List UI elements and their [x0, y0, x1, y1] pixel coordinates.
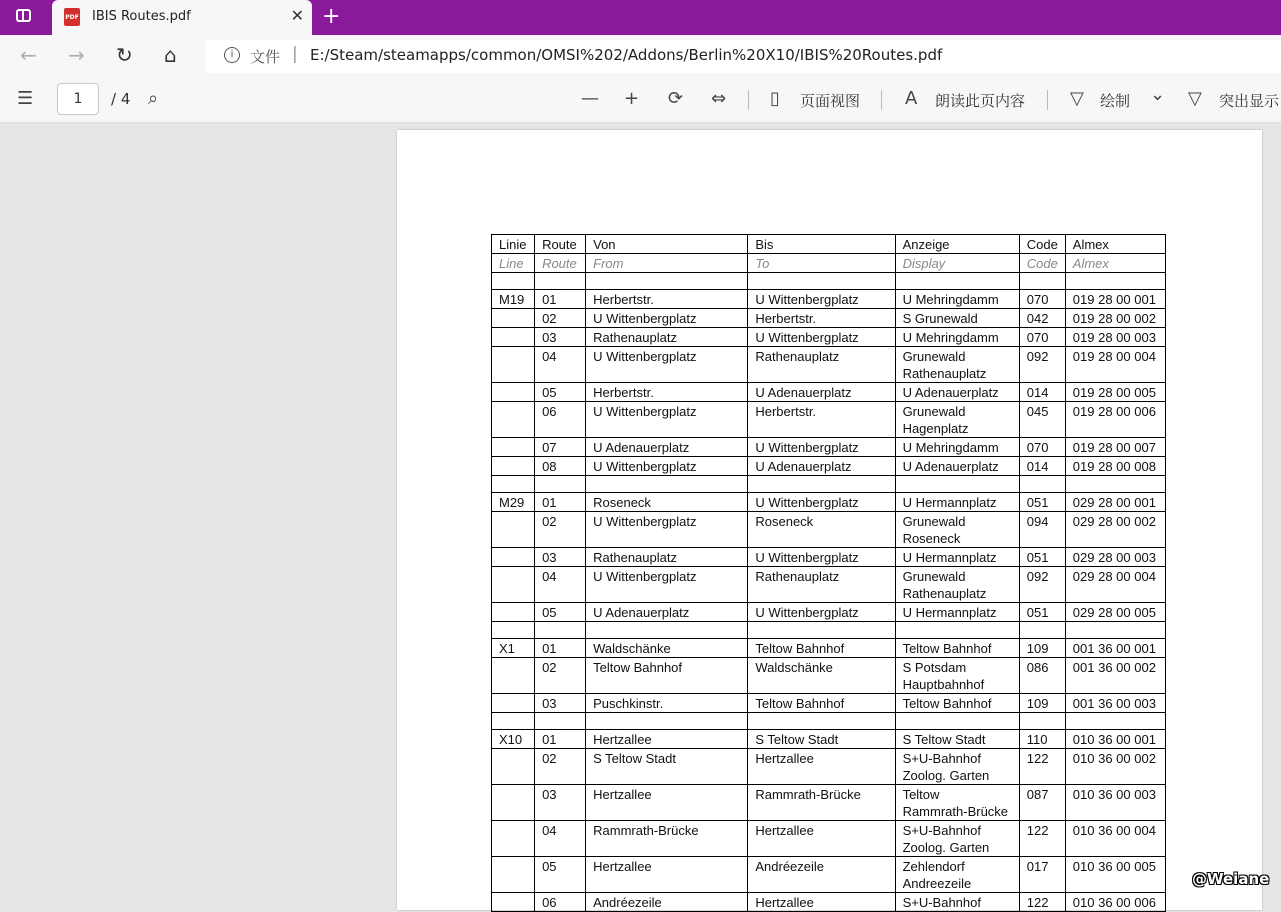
- table-cell: 010 36 00 002: [1065, 749, 1165, 785]
- table-cell: [1065, 476, 1165, 493]
- table-cell: Herbertstr.: [748, 402, 895, 438]
- table-cell: 051: [1019, 548, 1065, 567]
- table-cell: Herbertstr.: [748, 309, 895, 328]
- table-cell: S Teltow Stadt: [748, 730, 895, 749]
- table-cell: [492, 512, 535, 548]
- table-cell: [1065, 713, 1165, 730]
- subheader-cell: Almex: [1065, 254, 1165, 273]
- table-cell: 04: [535, 821, 586, 857]
- header-cell: Bis: [748, 235, 895, 254]
- table-header-row: [492, 235, 1166, 254]
- table-cell: 019 28 00 005: [1065, 383, 1165, 402]
- page-total: / 4: [111, 90, 131, 108]
- table-cell: 01: [535, 493, 586, 512]
- table-cell: 06: [535, 893, 586, 912]
- table-cell: 04: [535, 567, 586, 603]
- table-cell: Rathenauplatz: [748, 347, 895, 383]
- table-cell: [492, 821, 535, 857]
- table-cell: Rammrath-Brücke: [748, 785, 895, 821]
- table-cell: [492, 476, 535, 493]
- table-cell: [748, 476, 895, 493]
- table-cell: U Adenauerplatz: [748, 383, 895, 402]
- table-cell: S Teltow Stadt: [895, 730, 1019, 749]
- table-cell: X10: [492, 730, 535, 749]
- table-cell: [492, 457, 535, 476]
- table-cell: [1019, 622, 1065, 639]
- table-cell: 010 36 00 005: [1065, 857, 1165, 893]
- table-cell: M19: [492, 290, 535, 309]
- table-cell: [492, 603, 535, 622]
- table-cell: [492, 273, 535, 290]
- rotate-icon[interactable]: ⟳: [668, 88, 684, 109]
- read-aloud-button[interactable]: 朗读此页内容: [935, 92, 1026, 110]
- table-cell: 122: [1019, 893, 1065, 912]
- watermark: @Weiane: [1192, 870, 1270, 888]
- table-cell: [492, 749, 535, 785]
- table-cell: M29: [492, 493, 535, 512]
- toolbar-divider: [748, 90, 749, 110]
- table-cell: Hertzallee: [748, 821, 895, 857]
- table-cell: U Wittenbergplatz: [748, 603, 895, 622]
- zoom-out-button[interactable]: —: [581, 88, 599, 109]
- table-row: [492, 567, 1166, 603]
- table-cell: U Wittenbergplatz: [586, 402, 748, 438]
- subheader-cell: Code: [1019, 254, 1065, 273]
- table-cell: [1065, 622, 1165, 639]
- table-row: [492, 309, 1166, 328]
- url-field[interactable]: [206, 40, 1281, 73]
- table-cell: 019 28 00 004: [1065, 347, 1165, 383]
- forward-button[interactable]: →: [68, 43, 85, 67]
- table-cell: Grunewald Roseneck: [895, 512, 1019, 548]
- pdf-file-icon: PDF: [64, 8, 80, 26]
- table-cell: [492, 347, 535, 383]
- tab-bar: [0, 0, 1281, 35]
- table-cell: Hertzallee: [748, 893, 895, 912]
- table-cell: [492, 309, 535, 328]
- table-row: [492, 821, 1166, 857]
- table-cell: Hertzallee: [748, 749, 895, 785]
- table-cell: [748, 713, 895, 730]
- table-cell: U Adenauerplatz: [895, 383, 1019, 402]
- table-cell: U Wittenbergplatz: [748, 438, 895, 457]
- table-cell: [895, 622, 1019, 639]
- table-cell: [1019, 273, 1065, 290]
- table-cell: Andréezeile: [748, 857, 895, 893]
- table-cell: 092: [1019, 567, 1065, 603]
- table-cell: [586, 273, 748, 290]
- table-cell: U Wittenbergplatz: [586, 309, 748, 328]
- table-cell: U Adenauerplatz: [586, 438, 748, 457]
- address-bar: [0, 35, 1281, 78]
- header-cell: Code: [1019, 235, 1065, 254]
- table-cell: Teltow Bahnhof: [895, 694, 1019, 713]
- table-cell: 029 28 00 005: [1065, 603, 1165, 622]
- table-row: [492, 493, 1166, 512]
- table-cell: U Wittenbergplatz: [748, 328, 895, 347]
- back-button[interactable]: ←: [20, 43, 37, 67]
- highlight-icon[interactable]: ▽: [1188, 88, 1202, 109]
- table-cell: [492, 785, 535, 821]
- table-cell: U Mehringdamm: [895, 328, 1019, 347]
- table-cell: 029 28 00 002: [1065, 512, 1165, 548]
- read-aloud-icon[interactable]: A: [905, 88, 918, 109]
- refresh-button[interactable]: ↻: [116, 43, 133, 67]
- table-cell: Rammrath-Brücke: [586, 821, 748, 857]
- table-cell: 01: [535, 730, 586, 749]
- table-cell: S+U-Bahnhof Zoolog. Garten: [895, 821, 1019, 857]
- table-cell: 06: [535, 402, 586, 438]
- table-cell: 001 36 00 002: [1065, 658, 1165, 694]
- table-cell: Herbertstr.: [586, 383, 748, 402]
- table-cell: 029 28 00 004: [1065, 567, 1165, 603]
- tab-actions-icon[interactable]: [16, 9, 31, 22]
- toolbar-divider: [1047, 90, 1048, 110]
- table-cell: S Potsdam Hauptbahnhof: [895, 658, 1019, 694]
- table-cell: 014: [1019, 457, 1065, 476]
- table-cell: [895, 713, 1019, 730]
- table-cell: 03: [535, 328, 586, 347]
- table-cell: [492, 622, 535, 639]
- table-cell: U Wittenbergplatz: [586, 457, 748, 476]
- table-row: [492, 290, 1166, 309]
- table-cell: [895, 273, 1019, 290]
- table-cell: 010 36 00 003: [1065, 785, 1165, 821]
- table-cell: [1019, 476, 1065, 493]
- table-cell: U Wittenbergplatz: [586, 347, 748, 383]
- table-cell: 08: [535, 457, 586, 476]
- table-cell: 092: [1019, 347, 1065, 383]
- table-cell: 05: [535, 603, 586, 622]
- table-cell: 01: [535, 639, 586, 658]
- table-cell: 001 36 00 003: [1065, 694, 1165, 713]
- table-cell: 05: [535, 383, 586, 402]
- table-row: [492, 438, 1166, 457]
- table-row: [492, 273, 1166, 290]
- table-cell: Puschkinstr.: [586, 694, 748, 713]
- table-cell: U Adenauerplatz: [895, 457, 1019, 476]
- table-cell: Waldschänke: [748, 658, 895, 694]
- table-cell: U Mehringdamm: [895, 290, 1019, 309]
- url-scheme-label: 文件: [250, 48, 281, 66]
- chevron-down-icon[interactable]: ⌄: [1150, 84, 1166, 105]
- table-cell: U Wittenbergplatz: [748, 493, 895, 512]
- table-cell: [748, 622, 895, 639]
- table-cell: [586, 476, 748, 493]
- table-cell: Teltow Bahnhof: [748, 694, 895, 713]
- table-cell: [748, 273, 895, 290]
- url-text[interactable]: E:/Steam/steamapps/common/OMSI%202/Addons/Berlin%20X10/IBIS%20Routes.pdf: [310, 46, 943, 64]
- table-row: [492, 548, 1166, 567]
- table-row: [492, 893, 1166, 912]
- table-row: [492, 730, 1166, 749]
- table-cell: 017: [1019, 857, 1065, 893]
- table-cell: [492, 402, 535, 438]
- pdf-toolbar: [0, 78, 1281, 123]
- table-cell: 070: [1019, 328, 1065, 347]
- highlight-button[interactable]: 突出显示: [1219, 92, 1280, 110]
- table-cell: Grunewald Rathenauplatz: [895, 567, 1019, 603]
- table-row: [492, 457, 1166, 476]
- table-cell: [535, 713, 586, 730]
- table-cell: 02: [535, 309, 586, 328]
- table-cell: Waldschänke: [586, 639, 748, 658]
- table-cell: U Adenauerplatz: [586, 603, 748, 622]
- draw-button[interactable]: 绘制: [1100, 92, 1131, 110]
- table-cell: [492, 713, 535, 730]
- table-row: [492, 639, 1166, 658]
- table-row: [492, 402, 1166, 438]
- table-cell: U Hermannplatz: [895, 493, 1019, 512]
- table-cell: S+U-Bahnhof Zoolog. Garten: [895, 749, 1019, 785]
- table-cell: 01: [535, 290, 586, 309]
- table-cell: 03: [535, 548, 586, 567]
- table-cell: U Hermannplatz: [895, 548, 1019, 567]
- table-cell: Andréezeile: [586, 893, 748, 912]
- pdf-viewer[interactable]: [0, 123, 1281, 910]
- table-cell: 019 28 00 008: [1065, 457, 1165, 476]
- tab-ibis-routes[interactable]: [52, 0, 312, 35]
- table-cell: 010 36 00 004: [1065, 821, 1165, 857]
- table-cell: 051: [1019, 493, 1065, 512]
- table-cell: Hertzallee: [586, 730, 748, 749]
- routes-table: [491, 234, 1166, 912]
- table-cell: 087: [1019, 785, 1065, 821]
- table-cell: Rathenauplatz: [586, 548, 748, 567]
- table-cell: [492, 893, 535, 912]
- home-button[interactable]: ⌂: [164, 43, 177, 67]
- table-row: [492, 857, 1166, 893]
- zoom-in-button[interactable]: +: [624, 88, 640, 109]
- table-cell: 109: [1019, 694, 1065, 713]
- table-row: [492, 512, 1166, 548]
- table-row: [492, 749, 1166, 785]
- table-cell: 122: [1019, 821, 1065, 857]
- table-cell: Hertzallee: [586, 785, 748, 821]
- table-cell: Rathenauplatz: [586, 328, 748, 347]
- table-cell: U Adenauerplatz: [748, 457, 895, 476]
- table-cell: 04: [535, 347, 586, 383]
- table-cell: [492, 567, 535, 603]
- table-row: [492, 785, 1166, 821]
- header-cell: Linie: [492, 235, 535, 254]
- table-cell: 019 28 00 003: [1065, 328, 1165, 347]
- table-cell: Rathenauplatz: [748, 567, 895, 603]
- table-cell: 110: [1019, 730, 1065, 749]
- table-cell: Roseneck: [748, 512, 895, 548]
- page-number-input[interactable]: 1: [57, 83, 99, 115]
- table-cell: 042: [1019, 309, 1065, 328]
- table-cell: 07: [535, 438, 586, 457]
- subheader-cell: Display: [895, 254, 1019, 273]
- table-cell: [492, 857, 535, 893]
- table-cell: 029 28 00 003: [1065, 548, 1165, 567]
- table-row: [492, 347, 1166, 383]
- search-icon[interactable]: ⌕: [148, 88, 159, 109]
- table-cell: [895, 476, 1019, 493]
- table-cell: Teltow Rammrath-Brücke: [895, 785, 1019, 821]
- pdf-page: [397, 130, 1262, 910]
- table-cell: 094: [1019, 512, 1065, 548]
- table-cell: X1: [492, 639, 535, 658]
- table-cell: 122: [1019, 749, 1065, 785]
- table-cell: [492, 383, 535, 402]
- table-cell: [535, 622, 586, 639]
- header-cell: Von: [586, 235, 748, 254]
- table-cell: 03: [535, 785, 586, 821]
- table-cell: U Wittenbergplatz: [748, 290, 895, 309]
- table-cell: 001 36 00 001: [1065, 639, 1165, 658]
- table-cell: Teltow Bahnhof: [748, 639, 895, 658]
- header-cell: Almex: [1065, 235, 1165, 254]
- page-view-button[interactable]: 页面视图: [800, 92, 861, 110]
- table-cell: U Hermannplatz: [895, 603, 1019, 622]
- table-cell: S Grunewald: [895, 309, 1019, 328]
- table-cell: [492, 548, 535, 567]
- table-row: [492, 658, 1166, 694]
- draw-icon[interactable]: ▽: [1070, 88, 1084, 109]
- table-cell: 019 28 00 002: [1065, 309, 1165, 328]
- table-row: [492, 694, 1166, 713]
- table-cell: Grunewald Rathenauplatz: [895, 347, 1019, 383]
- table-cell: Grunewald Hagenplatz: [895, 402, 1019, 438]
- table-cell: Teltow Bahnhof: [895, 639, 1019, 658]
- table-row: [492, 713, 1166, 730]
- table-row: [492, 476, 1166, 493]
- table-cell: 019 28 00 001: [1065, 290, 1165, 309]
- table-cell: U Wittenbergplatz: [586, 567, 748, 603]
- table-cell: U Wittenbergplatz: [748, 548, 895, 567]
- table-cell: [535, 476, 586, 493]
- contents-icon[interactable]: ☰: [17, 88, 34, 109]
- table-cell: 029 28 00 001: [1065, 493, 1165, 512]
- table-cell: 02: [535, 749, 586, 785]
- table-cell: Herbertstr.: [586, 290, 748, 309]
- header-cell: Route: [535, 235, 586, 254]
- table-cell: 019 28 00 006: [1065, 402, 1165, 438]
- table-cell: S+U-Bahnhof: [895, 893, 1019, 912]
- subheader-cell: To: [748, 254, 895, 273]
- table-cell: 010 36 00 006: [1065, 893, 1165, 912]
- table-cell: [492, 658, 535, 694]
- subheader-cell: Route: [535, 254, 586, 273]
- url-separator: |: [292, 44, 298, 64]
- table-row: [492, 603, 1166, 622]
- table-cell: [586, 713, 748, 730]
- table-cell: Teltow Bahnhof: [586, 658, 748, 694]
- table-cell: 019 28 00 007: [1065, 438, 1165, 457]
- tab-title: IBIS Routes.pdf: [92, 9, 191, 24]
- table-body: [492, 273, 1166, 912]
- toolbar-divider: [881, 90, 882, 110]
- fit-width-icon[interactable]: ⇔: [711, 88, 727, 109]
- table-cell: [492, 694, 535, 713]
- table-cell: 051: [1019, 603, 1065, 622]
- table-cell: [492, 328, 535, 347]
- table-cell: 070: [1019, 438, 1065, 457]
- table-cell: 014: [1019, 383, 1065, 402]
- table-cell: 109: [1019, 639, 1065, 658]
- table-row: [492, 622, 1166, 639]
- table-cell: [492, 438, 535, 457]
- info-icon[interactable]: i: [224, 47, 240, 63]
- subheader-cell: Line: [492, 254, 535, 273]
- table-cell: Zehlendorf Andreezeile: [895, 857, 1019, 893]
- table-cell: 045: [1019, 402, 1065, 438]
- table-cell: Roseneck: [586, 493, 748, 512]
- table-subheader-row: [492, 254, 1166, 273]
- table-row: [492, 328, 1166, 347]
- header-cell: Anzeige: [895, 235, 1019, 254]
- table-cell: U Wittenbergplatz: [586, 512, 748, 548]
- table-cell: [1019, 713, 1065, 730]
- table-cell: [586, 622, 748, 639]
- table-cell: 05: [535, 857, 586, 893]
- table-cell: 010 36 00 001: [1065, 730, 1165, 749]
- subheader-cell: From: [586, 254, 748, 273]
- table-cell: 086: [1019, 658, 1065, 694]
- table-cell: [1065, 273, 1165, 290]
- table-cell: [535, 273, 586, 290]
- table-cell: 02: [535, 512, 586, 548]
- page-view-icon[interactable]: ▯: [770, 88, 780, 109]
- table-row: [492, 383, 1166, 402]
- new-tab-button[interactable]: +: [322, 4, 341, 29]
- table-cell: U Mehringdamm: [895, 438, 1019, 457]
- table-cell: 03: [535, 694, 586, 713]
- table-cell: 02: [535, 658, 586, 694]
- table-cell: 070: [1019, 290, 1065, 309]
- table-cell: Hertzallee: [586, 857, 748, 893]
- table-cell: S Teltow Stadt: [586, 749, 748, 785]
- close-tab-icon[interactable]: ✕: [290, 6, 304, 25]
